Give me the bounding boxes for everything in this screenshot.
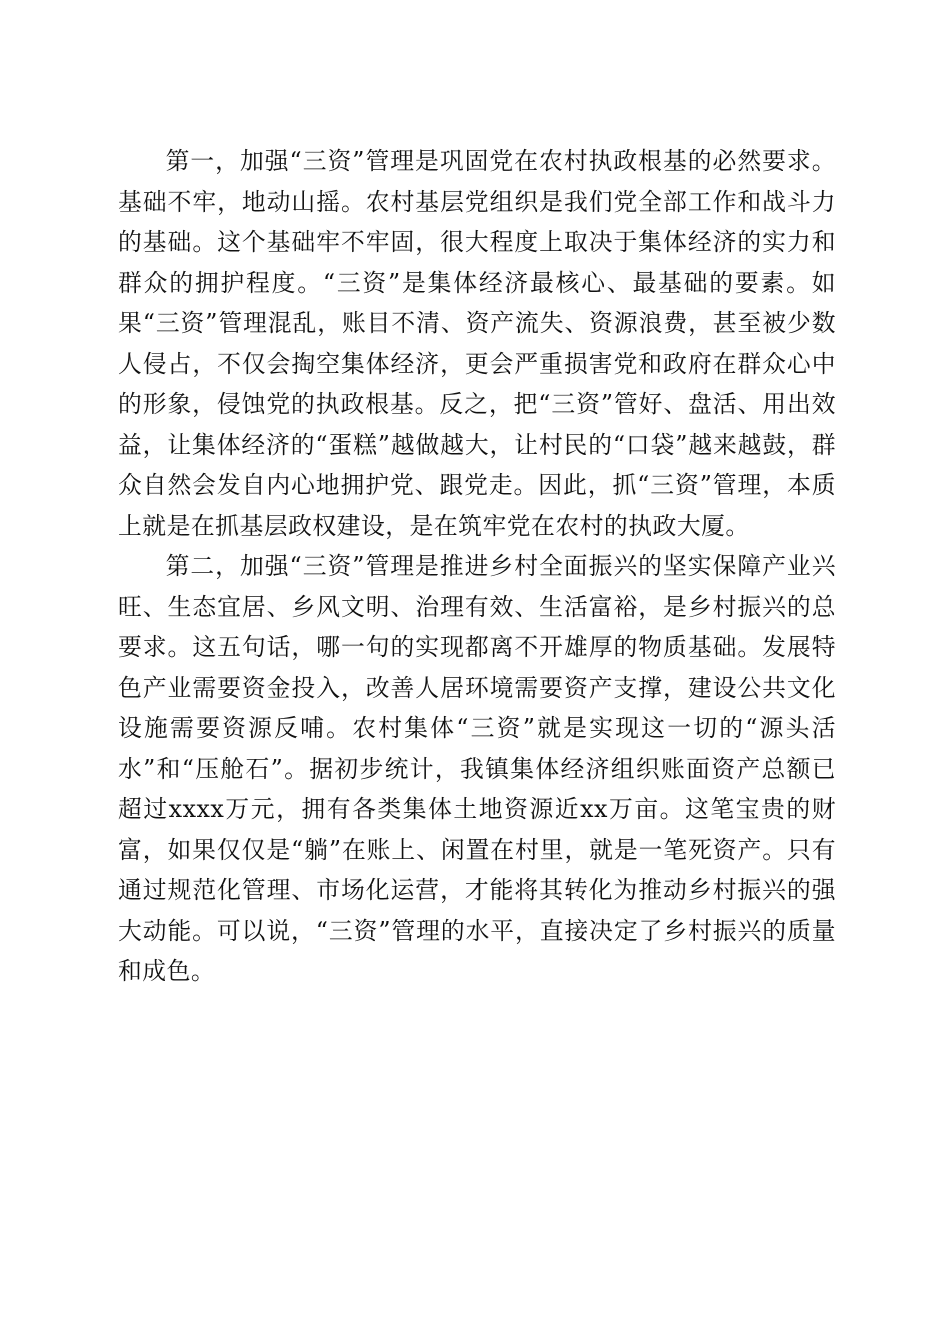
- paragraph-first: 第一，加强“三资”管理是巩固党在农村执政根基的必然要求。基础不牢，地动山摇。农村基层党组织是我们党全部工作和战斗力的基础。这个基础牢不牢固，很大程度上取决于集体经济的实力和群众的拥护程度。“三资”是集体经济最核心、最基础的要素。如果“三资”管理混乱，账目不清、资产流失、资源浪费，甚至被少数人侵占，不仅会掏空集体经济，更会严重损害党和政府在群众心中的形象，侵蚀党的执政根基。反之，把“三资”管好、盘活、用出效益，让集体经济的“蛋糕”越做越大，让村民的“口袋”越来越鼓，群众自然会发自内心地拥护党、跟党走。因此，抓“三资”管理，本质上就是在抓基层政权建设，是在筑牢党在农村的执政大厦。: [118, 147, 836, 540]
- paragraph-second: 第二，加强“三资”管理是推进乡村全面振兴的坚实保障产业兴旺、生态宜居、乡风文明、治理有效、生活富裕，是乡村振兴的总要求。这五句话，哪一句的实现都离不开雄厚的物质基础。发展特色产业需要资金投入，改善人居环境需要资产支撑，建设公共文化设施需要资源反哺。农村集体“三资”就是实现这一切的“源头活水”和“压舱石”。据初步统计，我镇集体经济组织账面资产总额已超过xxxx万元，拥有各类集体土地资源近xx万亩。这笔宝贵的财富，如果仅仅是“躺”在账上、闲置在村里，就是一笔死资产。只有通过规范化管理、市场化运营，才能将其转化为推动乡村振兴的强大动能。可以说，“三资”管理的水平，直接决定了乡村振兴的质量和成色。: [118, 552, 836, 985]
- document-body: [118, 141, 836, 992]
